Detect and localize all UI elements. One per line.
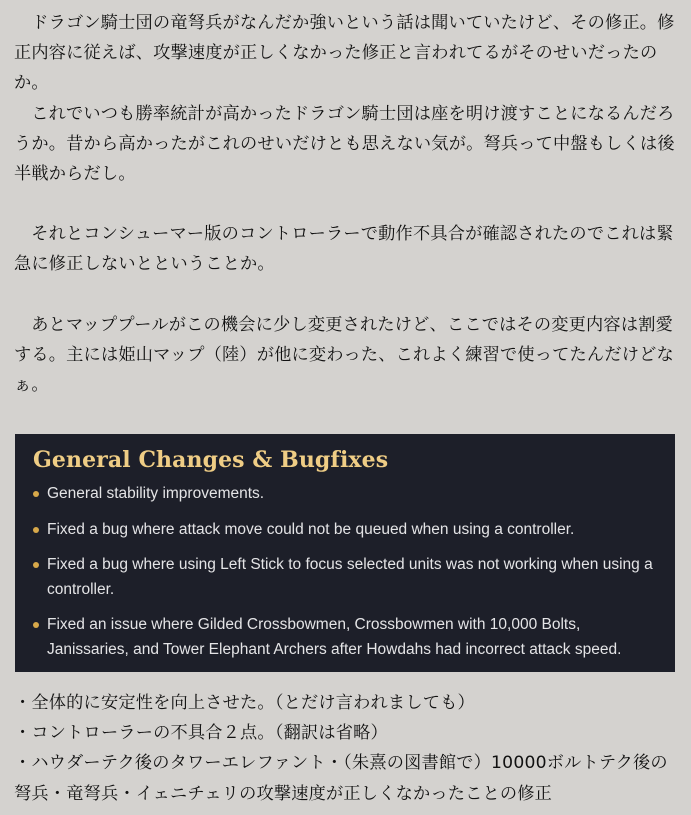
patch-note-text: Fixed an issue where Gilded Crossbowmen, Crossbowmen with 10,000 Bolts, Janissaries, and Tower Elephant Archers after Howdahs had incorrect attack speed. — [47, 616, 622, 658]
bullet-dot-icon — [33, 562, 39, 568]
article-paragraph: ドラゴン騎士団の竜弩兵がなんだか強いという話は聞いていたけど、その修正。修正内容に従えば、攻撃速度が正しくなかった修正と言われてるがそのせいだったのか。 — [14, 13, 675, 94]
summary-line: ・全体的に安定性を向上させた。（とだけ言われましても） — [14, 693, 475, 713]
summary-line: ・コントローラーの不具合２点。（翻訳は省略） — [14, 723, 388, 744]
article-paragraph: これでいつも勝率統計が高かったドラゴン騎士団は座を明け渡すことになるんだろうか。昔から高かったがこれのせいだけとも思えない気が。弩兵って中盤もしくは後半戦からだし。 — [14, 103, 675, 185]
article-paragraph: それとコンシューマー版のコントローラーで動作不具合が確認されたのでこれは緊急に修正しないとということか。 — [14, 224, 674, 275]
patch-notes-panel — [15, 434, 675, 672]
patch-note-item — [33, 553, 659, 602]
patch-note-item — [33, 518, 659, 543]
bullet-dot-icon — [33, 622, 39, 628]
article-paragraph: あとマッププールがこの機会に少し変更されたけど、ここではその変更内容は割愛する。主には姫山マップ（陸）が他に変わった、これよく練習で使ってたんだけどなぁ。 — [14, 314, 674, 396]
summary-line: ・ハウダーテク後のタワーエレファント・（朱熹の図書館で）10000ボルトテク後の弩兵・竜弩兵・イェニチェリの攻撃速度が正しくなかったことの修正 — [14, 753, 668, 804]
patch-note-text: Fixed a bug where using Left Stick to focus selected units was not working when using a controller. — [47, 556, 653, 598]
article-body — [14, 0, 676, 400]
patch-note-text: Fixed a bug where attack move could not be queued when using a controller. — [47, 520, 575, 538]
patch-note-item — [33, 482, 659, 507]
bullet-dot-icon — [33, 527, 39, 533]
patch-notes-list — [33, 482, 659, 662]
patch-note-item — [33, 613, 659, 662]
bullet-dot-icon — [33, 491, 39, 497]
patch-notes-title: General Changes & Bugfixes — [33, 447, 389, 473]
patch-note-text: General stability improvements. — [47, 485, 265, 502]
summary-list — [14, 688, 676, 809]
